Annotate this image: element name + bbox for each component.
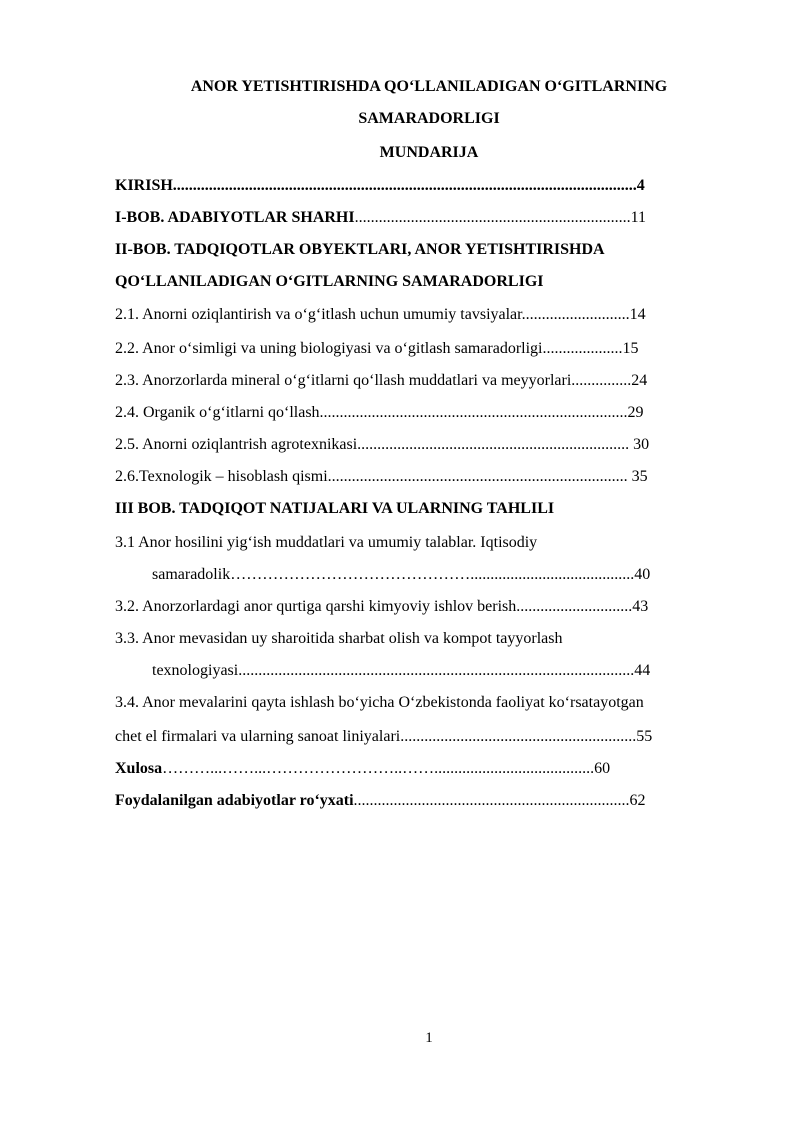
toc-entry-bob2-line2: QO‘LLANILADIGAN O‘GITLARNING SAMARADORLIGI bbox=[115, 273, 544, 290]
toc-entry-3-3-line1: 3.3. Anor mevasidan uy sharoitida sharbat olish va kompot tayyorlash bbox=[115, 630, 563, 647]
toc-entry-kirish bbox=[115, 176, 645, 196]
toc-entry-2-2: 2.2. Anor o‘simligi va uning biologiyasi va o‘gitlash samaradorligi....................15 bbox=[115, 340, 639, 357]
toc-entry-2-3: 2.3. Anorzorlarda mineral o‘g‘itlarni qo‘llash muddatlari va meyyorlari...............24 bbox=[115, 372, 648, 389]
toc-entry-3-1-line2: samaradolik……………………………………….........................................40 bbox=[152, 566, 651, 583]
toc-entry-3-2: 3.2. Anorzorlardagi anor qurtiga qarshi kimyoviy ishlov berish.............................43 bbox=[115, 598, 649, 615]
toc-entry-bob2-line1: II-BOB. TADQIQOTLAR OBYEKTLARI, ANOR YETISHTIRISHDA bbox=[115, 241, 605, 258]
toc-entry-3-4-line2: chet el firmalari va ularning sanoat liniyalari...........................................................55 bbox=[115, 728, 653, 745]
toc-entry-3-4-line1: 3.4. Anor mevalarini qayta ishlash bo‘yicha O‘zbekistonda faoliyat ko‘rsatayotgan bbox=[115, 694, 644, 711]
toc-entry-3-3-line2: texnologiyasi...................................................................................................44 bbox=[152, 662, 651, 679]
toc-entry-bob1 bbox=[115, 208, 646, 228]
toc-label: Foydalanilgan adabiyotlar ro‘yxati bbox=[115, 792, 354, 809]
page-number: 1 bbox=[425, 1030, 433, 1046]
toc-entry-2-4: 2.4. Organik o‘g‘itlarni qo‘llash.............................................................................29 bbox=[115, 404, 644, 421]
toc-entry-2-5: 2.5. Anorni oziqlantrish agrotexnikasi.................................................................... 30 bbox=[115, 436, 650, 453]
document-title-line1: ANOR YETISHTIRISHDA QO‘LLANILADIGAN O‘GITLARNING bbox=[190, 78, 668, 95]
toc-leader: .....................................................................62 bbox=[353, 792, 646, 809]
toc-entry-foydalanilgan bbox=[115, 791, 646, 811]
toc-entry-xulosa bbox=[115, 759, 610, 779]
toc-label: I-BOB. ADABIYOTLAR SHARHI bbox=[115, 209, 355, 226]
toc-entry-3-1-line1: 3.1 Anor hosilini yig‘ish muddatlari va umumiy talablar. Iqtisodiy bbox=[115, 534, 538, 551]
toc-leader: ………...……...……………………..……........................................60 bbox=[162, 760, 611, 777]
contents-heading: MUNDARIJA bbox=[379, 144, 479, 161]
toc-entry-2-1: 2.1. Anorni oziqlantirish va o‘g‘itlash uchun umumiy tavsiyalar...........................14 bbox=[115, 306, 646, 323]
toc-entry-2-6: 2.6.Texnologik – hisoblash qismi........................................................................... 35 bbox=[115, 468, 648, 485]
toc-entry-bob3: III BOB. TADQIQOT NATIJALARI VA ULARNING TAHLILI bbox=[115, 500, 555, 517]
toc-label: KIRISH....................................................................................................................4 bbox=[115, 177, 645, 194]
toc-leader: .....................................................................11 bbox=[354, 209, 647, 226]
toc-label: Xulosa bbox=[115, 760, 163, 777]
document-title-line2: SAMARADORLIGI bbox=[358, 110, 500, 127]
